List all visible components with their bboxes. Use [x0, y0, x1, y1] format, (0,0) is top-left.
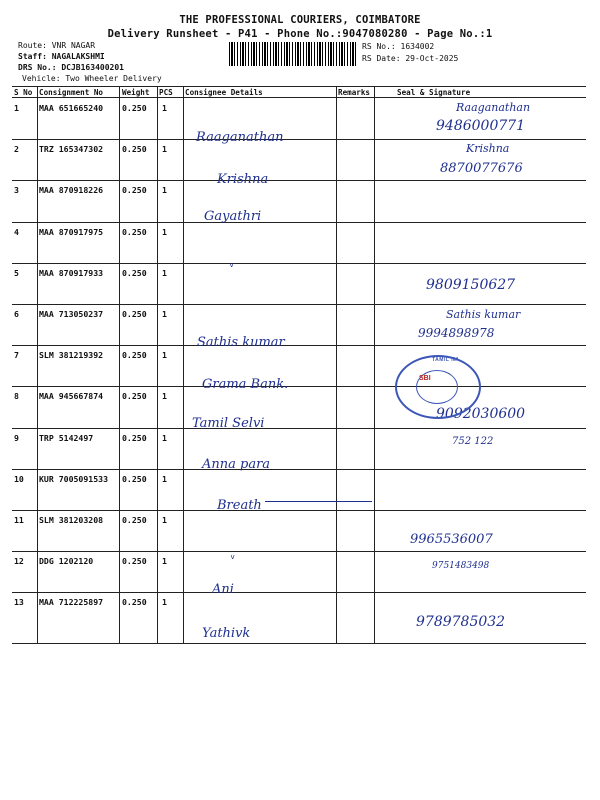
- table-row: [12, 469, 586, 513]
- handwritten-consignee-name: Sathis kumar: [197, 335, 285, 350]
- cell-weight: 0.250: [122, 226, 147, 237]
- column-header-sno: S No: [14, 88, 33, 97]
- barcode-image: [229, 42, 357, 66]
- cell-sno: 5: [14, 267, 19, 278]
- cell-consignment-no: MAA 870917975: [39, 226, 104, 237]
- seal-stamp: [395, 355, 481, 419]
- drs-label: DRS No.: DCJB163400201: [18, 63, 124, 72]
- runsheet-table: [12, 86, 586, 644]
- table-row: [12, 386, 586, 432]
- cell-weight: 0.250: [122, 391, 147, 402]
- column-header-remarks: Remarks: [338, 88, 371, 97]
- cell-pcs: 1: [162, 103, 167, 113]
- cell-sno: 13: [14, 597, 24, 608]
- cell-sno: 10: [14, 473, 24, 484]
- cell-weight: 0.250: [122, 350, 147, 361]
- handwritten-phone-number: 9809150627: [426, 276, 516, 293]
- cell-sno: 12: [14, 556, 24, 567]
- cell-sno: 2: [14, 144, 19, 155]
- table-row: [12, 180, 586, 225]
- cell-pcs: 1: [162, 185, 167, 196]
- table-row: [12, 304, 586, 350]
- handwritten-consignee-name: Ani: [212, 582, 234, 598]
- handwritten-signature-name: Krishna: [466, 142, 510, 156]
- runsheet-subtitle: Delivery Runsheet - P41 - Phone No.:9047080280 - Page No.:1: [107, 28, 493, 40]
- rs-number: RS No.: 1634002: [362, 42, 435, 51]
- cell-weight: 0.250: [122, 103, 147, 113]
- cell-sno: 9: [14, 432, 19, 443]
- cell-consignment-no: SLM 381203208: [39, 515, 104, 525]
- handwritten-consignee-name: Krishna: [217, 172, 269, 188]
- cell-sno: 4: [14, 226, 19, 237]
- runsheet-title: THE PROFESSIONAL COURIERS, COIMBATORE: [179, 14, 421, 26]
- column-header-consignee: Consignee Details: [185, 88, 263, 97]
- cell-sno: 6: [14, 309, 19, 319]
- cell-consignment-no: MAA 945667874: [39, 391, 104, 402]
- table-row: [12, 551, 586, 598]
- cell-weight: 0.250: [122, 556, 147, 567]
- handwritten-mark: ᵥ: [229, 548, 237, 562]
- cell-pcs: 1: [162, 473, 167, 484]
- handwritten-consignee-name: Yathivk: [202, 626, 251, 642]
- handwritten-signature-name: Raaganathan: [456, 101, 531, 114]
- cell-sno: 11: [14, 515, 24, 525]
- cell-pcs: 1: [162, 515, 167, 525]
- cell-consignment-no: TRZ 165347302: [39, 144, 104, 155]
- cell-consignment-no: KUR 7005091533: [39, 473, 109, 484]
- cell-weight: 0.250: [122, 309, 147, 319]
- cell-weight: 0.250: [122, 597, 147, 608]
- table-row: [12, 510, 586, 551]
- cell-consignment-no: MAA 651665240: [39, 103, 104, 113]
- table-row: [12, 345, 586, 393]
- cell-sno: 8: [14, 391, 19, 402]
- route-label: Route: VNR NAGAR: [18, 41, 96, 50]
- handwritten-phone-number: 9751483498: [432, 561, 490, 572]
- cell-sno: 3: [14, 185, 19, 196]
- vehicle-label: Vehicle: Two Wheeler Delivery: [22, 74, 162, 83]
- cell-pcs: 1: [162, 432, 167, 443]
- cell-weight: 0.250: [122, 185, 147, 196]
- table-row: [12, 263, 586, 304]
- handwritten-mark: ᵥ: [228, 256, 236, 270]
- handwritten-consignee-name: Tamil Selvi: [192, 416, 265, 432]
- cell-pcs: 1: [162, 597, 167, 608]
- handwritten-consignee-name: Breath: [217, 497, 262, 513]
- cell-consignment-no: TRP 5142497: [39, 432, 94, 443]
- handwritten-consignee-name: Gayathri: [204, 209, 262, 225]
- table-row: [12, 139, 586, 188]
- handwritten-phone-number: 8870077676: [440, 161, 523, 177]
- stamp-center-text: SBI: [419, 375, 431, 382]
- cell-consignment-no: SLM 381219392: [39, 350, 104, 361]
- table-row: [12, 428, 586, 472]
- rs-date: RS Date: 29-Oct-2025: [362, 54, 459, 63]
- cell-consignment-no: MAA 713050237: [39, 309, 104, 319]
- cell-weight: 0.250: [122, 515, 147, 525]
- cell-pcs: 1: [162, 226, 167, 237]
- cell-consignment-no: MAA 870918226: [39, 185, 104, 196]
- handwritten-consignee-name: Anna para: [202, 456, 271, 472]
- cell-weight: 0.250: [122, 267, 147, 278]
- table-row: [12, 592, 586, 642]
- cell-pcs: 1: [162, 144, 167, 155]
- cell-pcs: 1: [162, 391, 167, 402]
- cell-pcs: 1: [162, 556, 167, 567]
- table-row: [12, 98, 586, 145]
- handwritten-consignee-name: Grama Bank.: [202, 377, 289, 393]
- cell-consignment-no: MAA 870917933: [39, 267, 104, 278]
- column-header-seal-signature: Seal & Signature: [397, 88, 471, 97]
- cell-pcs: 1: [162, 309, 167, 319]
- handwritten-phone-number: 9994898978: [418, 326, 495, 340]
- staff-label: Staff: NAGALAKSHMI: [18, 52, 105, 61]
- column-header-pcs: PCS: [159, 88, 173, 97]
- handwritten-signature-name: Sathis kumar: [446, 308, 521, 321]
- cell-consignment-no: DDG 1202120: [39, 556, 94, 567]
- handwritten-phone-number: 9789785032: [416, 614, 506, 631]
- table-row: [12, 222, 586, 263]
- cell-weight: 0.250: [122, 144, 147, 155]
- cell-sno: 7: [14, 350, 19, 361]
- stamp-top-text: TAMIL NA: [432, 357, 460, 363]
- handwritten-phone-number: 9486000771: [436, 118, 526, 134]
- cell-weight: 0.250: [122, 473, 147, 484]
- handwritten-phone-number: 9092030600: [436, 406, 526, 423]
- cell-weight: 0.250: [122, 432, 147, 443]
- handwritten-phone-number: 9965536007: [410, 532, 493, 547]
- handwritten-consignee-name: Raaganathan: [196, 130, 284, 145]
- cell-consignment-no: MAA 712225897: [39, 597, 104, 608]
- cell-sno: 1: [14, 103, 19, 113]
- cell-pcs: 1: [162, 350, 167, 361]
- column-header-consignment: Consignment No: [39, 88, 104, 97]
- handwritten-phone-number: 752 122: [452, 435, 494, 447]
- cell-pcs: 1: [162, 267, 167, 278]
- column-header-weight: Weight: [122, 88, 150, 97]
- ink-stroke: [265, 501, 372, 502]
